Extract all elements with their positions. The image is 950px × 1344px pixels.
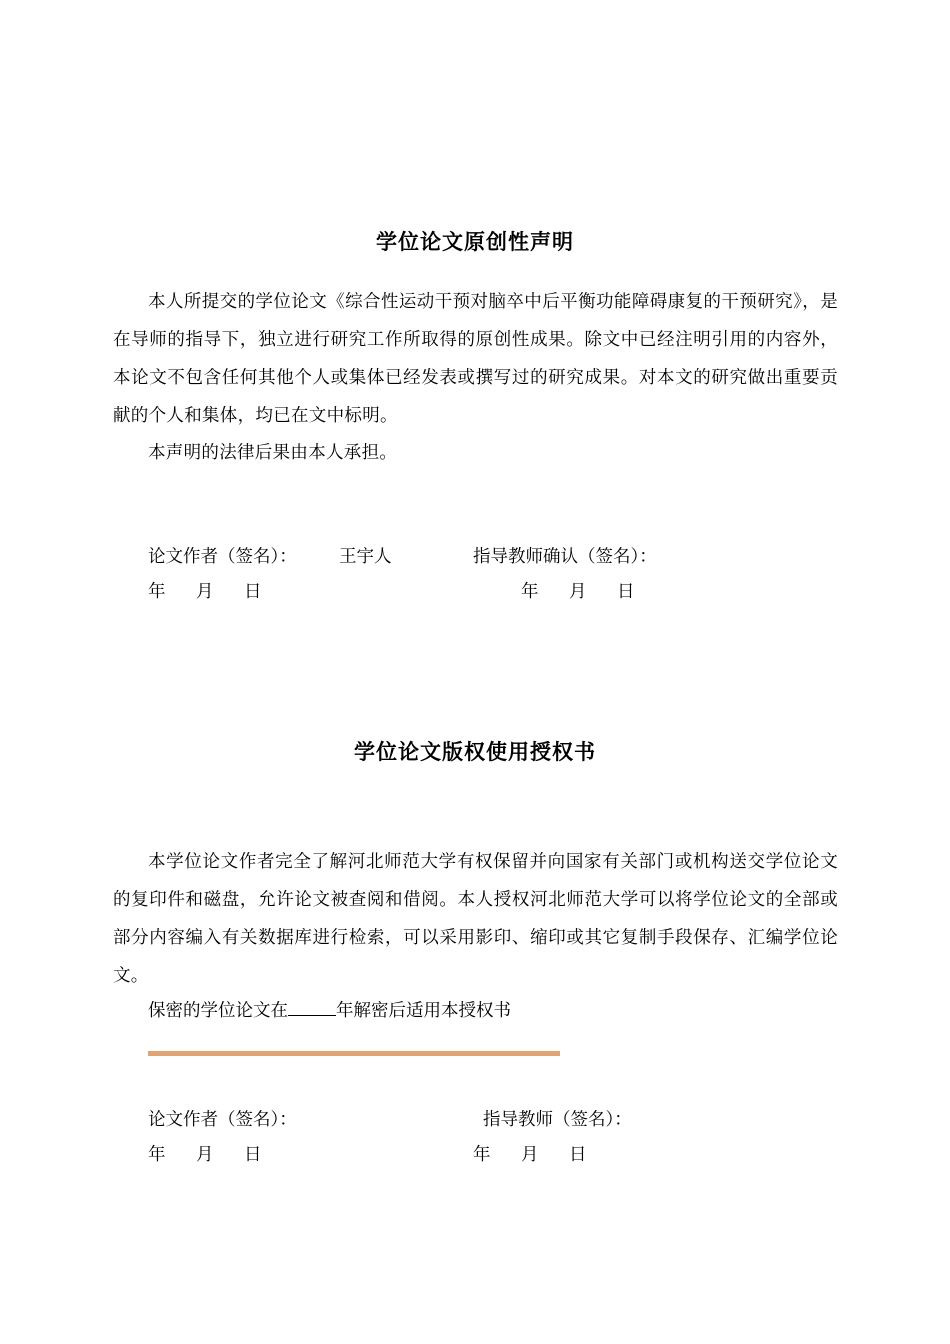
authorization-advisor-date (473, 1143, 587, 1167)
secrecy-years-blank[interactable] (288, 1001, 336, 1016)
declaration-author-name: 王宇人 (339, 547, 392, 567)
declaration-title: 学位论文原创性声明 (376, 230, 574, 254)
date-year: 年 (148, 582, 166, 602)
declaration-advisor-label: 指导教师确认（签名）： (473, 547, 657, 567)
date-month: 月 (196, 582, 214, 602)
date-day: 日 (617, 582, 635, 602)
secrecy-statement (148, 999, 511, 1023)
date-month: 月 (521, 1145, 539, 1165)
date-year: 年 (473, 1145, 491, 1165)
divider-rule (148, 1051, 560, 1056)
date-month: 月 (569, 582, 587, 602)
date-day: 日 (569, 1145, 587, 1165)
declaration-paragraph: 本人所提交的学位论文《综合性运动干预对脑卒中后平衡功能障碍康复的干预研究》，是在导师的指导下，独立进行研究工作所取得的原创性成果。除文中已经注明引用的内容外，本论文不包含任何其他个人或集体已经发表或撰写过的研究成果。对本文的研究做出重要贡献的个人和集体，均已在文中标明。 (113, 292, 838, 426)
authorization-advisor-label: 指导教师（签名）： (483, 1110, 632, 1130)
declaration-author-label: 论文作者（签名）： (148, 547, 297, 567)
authorization-author-date (148, 1143, 262, 1167)
liability-statement: 本声明的法律后果由本人承担。 (148, 443, 398, 463)
date-month: 月 (196, 1145, 214, 1165)
date-day: 日 (244, 582, 262, 602)
declaration-author-date (148, 580, 262, 604)
secrecy-prefix: 保密的学位论文在 (148, 1001, 288, 1021)
date-year: 年 (148, 1145, 166, 1165)
authorization-paragraph: 本学位论文作者完全了解河北师范大学有权保留并向国家有关部门或机构送交学位论文的复印件和磁盘，允许论文被查阅和借阅。本人授权河北师范大学可以将学位论文的全部或部分内容编入有关数据库进行检索，可以采用影印、缩印或其它复制手段保存、汇编学位论文。 (113, 852, 838, 986)
authorization-title: 学位论文版权使用授权书 (354, 740, 596, 764)
authorization-author-label: 论文作者（签名）： (148, 1110, 297, 1130)
declaration-advisor-date (521, 580, 635, 604)
secrecy-suffix: 年解密后适用本授权书 (336, 1001, 511, 1021)
date-day: 日 (244, 1145, 262, 1165)
date-year: 年 (521, 582, 539, 602)
